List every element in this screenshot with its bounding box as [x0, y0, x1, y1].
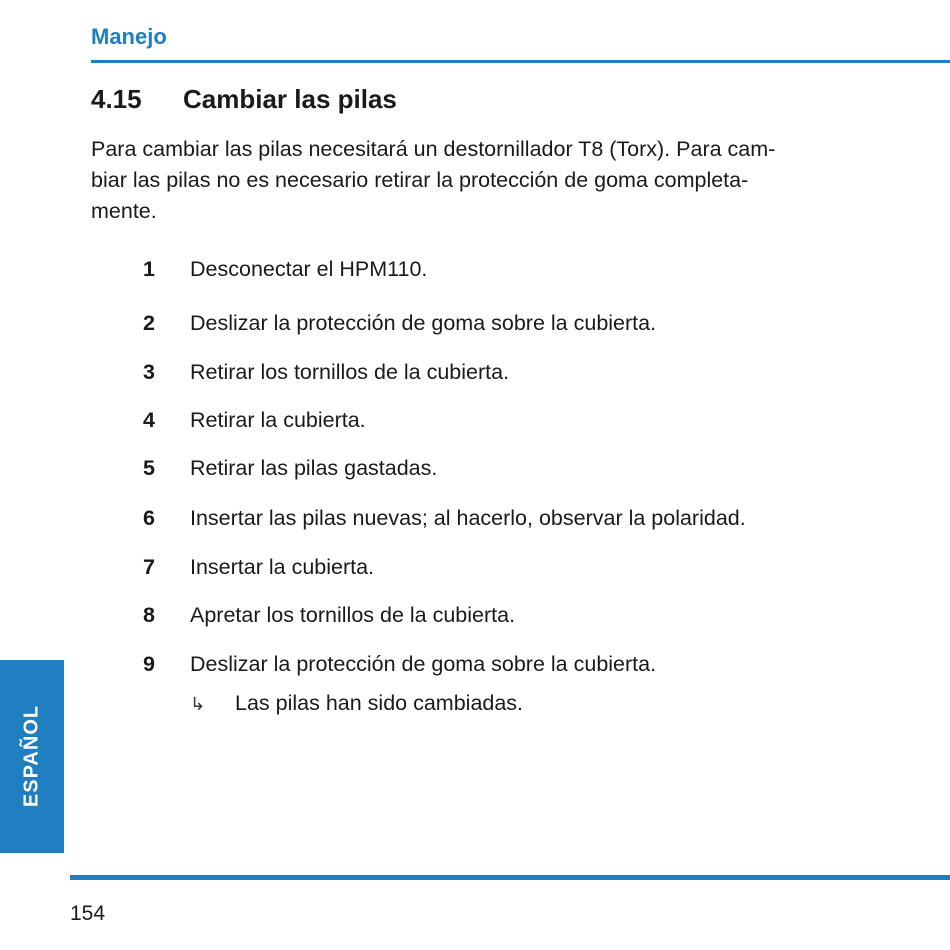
- section-header-title: Manejo: [91, 24, 167, 49]
- step-number: 8: [143, 603, 155, 627]
- language-tab: [0, 660, 64, 853]
- section-number: 4.15: [91, 84, 142, 114]
- intro-line: Para cambiar las pilas necesitará un destornillador T8 (Torx). Para cam-: [91, 137, 776, 161]
- step-text: Retirar las pilas gastadas.: [190, 456, 438, 480]
- step-text: Retirar la cubierta.: [190, 408, 366, 432]
- list-item: [143, 357, 509, 387]
- step-number: 4: [143, 408, 155, 432]
- intro-line: mente.: [91, 199, 157, 223]
- footer-divider: [70, 875, 950, 880]
- result-text: Las pilas han sido cambiadas.: [235, 691, 524, 715]
- step-number: 9: [143, 652, 155, 676]
- page-number: 154: [70, 902, 106, 925]
- list-item: [143, 552, 374, 582]
- step-number: 1: [143, 257, 155, 281]
- step-result: [190, 688, 523, 719]
- list-item: [143, 405, 366, 435]
- step-text: Deslizar la protección de goma sobre la cubierta.: [190, 311, 657, 335]
- intro-line: biar las pilas no es necesario retirar la protección de goma completa-: [91, 168, 749, 192]
- section-title: Cambiar las pilas: [183, 84, 397, 114]
- list-item: [143, 503, 746, 533]
- list-item: [143, 649, 656, 679]
- language-tab-label: ESPAÑOL: [20, 704, 43, 808]
- step-text: Retirar los tornillos de la cubierta.: [190, 360, 510, 384]
- step-number: 3: [143, 360, 155, 384]
- step-text: Deslizar la protección de goma sobre la cubierta.: [190, 652, 657, 676]
- list-item: [143, 453, 437, 483]
- step-number: 5: [143, 456, 155, 480]
- list-item: [143, 308, 656, 338]
- step-number: 6: [143, 506, 155, 530]
- list-item: [143, 600, 515, 630]
- step-text: Insertar las pilas nuevas; al hacerlo, observar la polaridad.: [190, 506, 746, 530]
- list-item: [143, 254, 427, 284]
- step-number: 2: [143, 311, 155, 335]
- step-number: 7: [143, 555, 155, 579]
- step-text: Insertar la cubierta.: [190, 555, 375, 579]
- step-text: Desconectar el HPM110.: [190, 257, 428, 281]
- step-text: Apretar los tornillos de la cubierta.: [190, 603, 516, 627]
- result-arrow-icon: ↳: [190, 694, 206, 714]
